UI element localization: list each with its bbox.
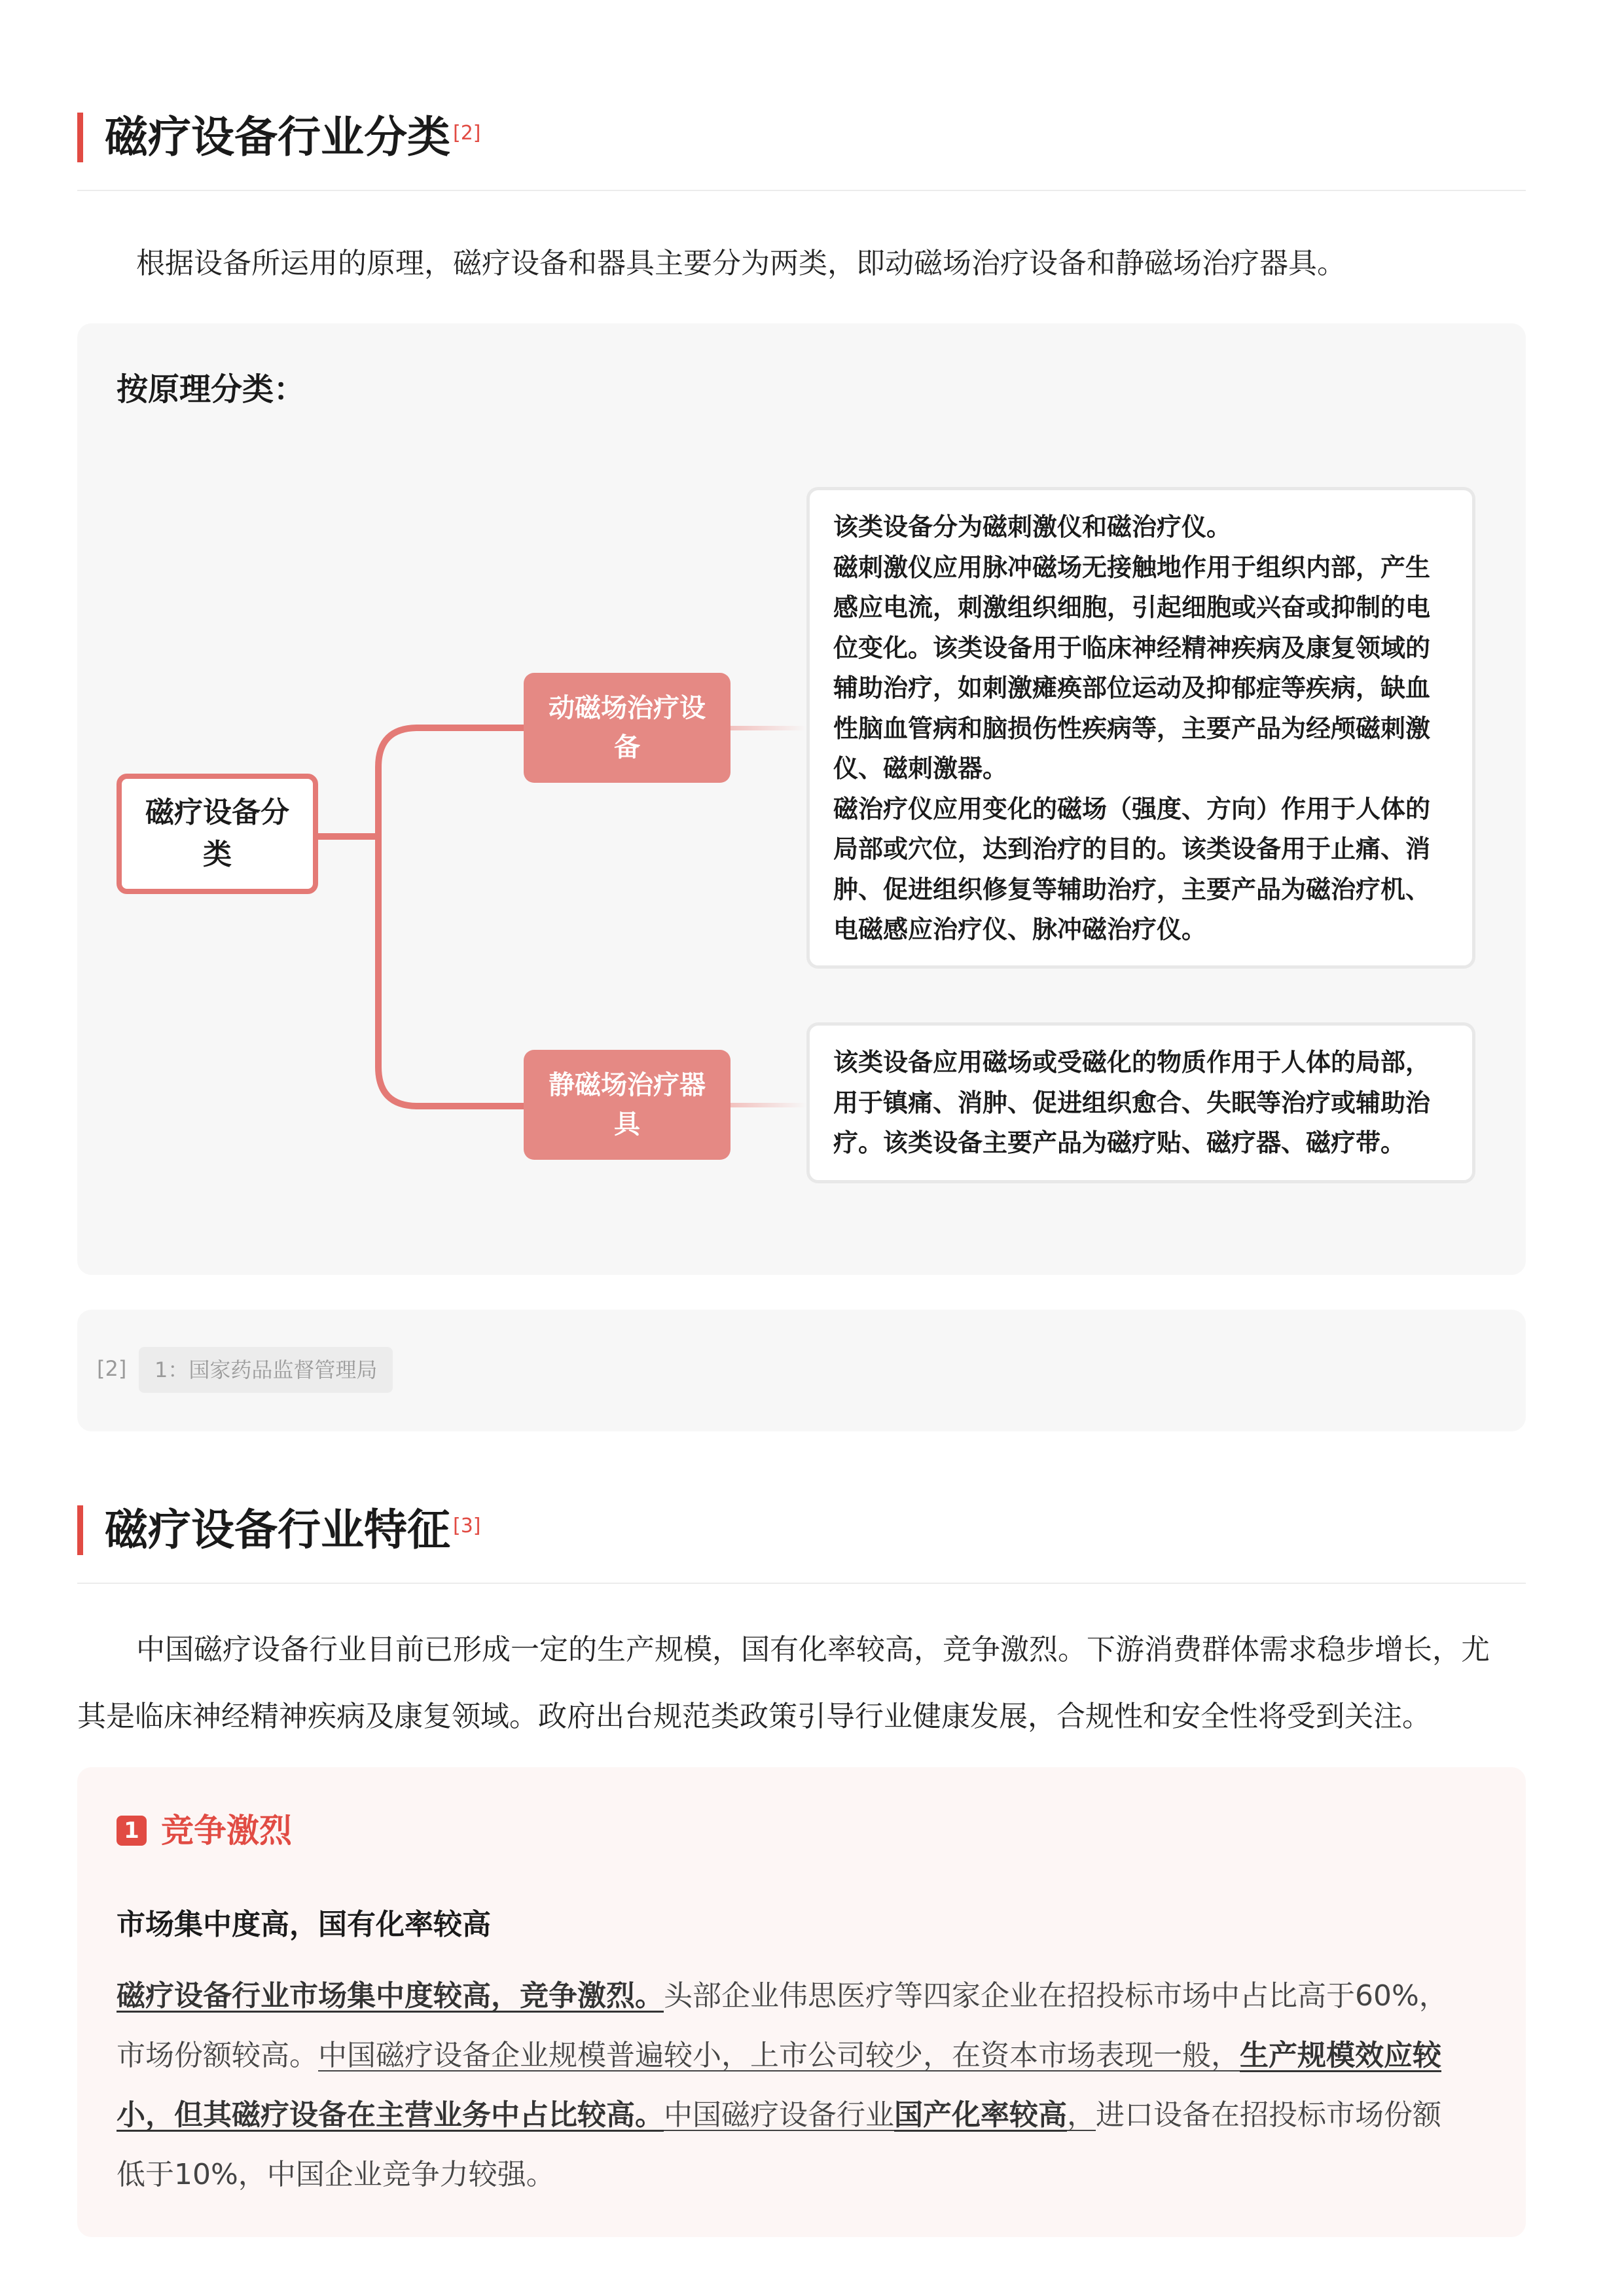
node-link-dynamic xyxy=(731,726,806,730)
node-link-static xyxy=(731,1103,806,1107)
description-line: 局部或穴位，达到治疗的目的。该类设备用于止痛、消 xyxy=(833,834,1431,863)
section-title xyxy=(105,1505,481,1555)
feature-body-line xyxy=(117,1966,1498,2026)
description-line: 肿、促进组织修复等辅助治疗，主要产品为磁治疗机、 xyxy=(833,874,1431,904)
feature-body-line: 低于10%，中国企业竞争力较强。 xyxy=(117,2158,555,2191)
feature-text: 市场份额较高。 xyxy=(117,2039,318,2072)
description-box-static xyxy=(806,1022,1475,1183)
description-box-dynamic xyxy=(806,487,1475,969)
section-ref-mark[interactable]: [2] xyxy=(453,122,481,145)
intro-paragraph-line: 中国磁疗设备行业目前已形成一定的生产规模，国有化率较高，竞争激烈。下游消费群体需求稳步增长，尤 xyxy=(136,1633,1490,1666)
feature-underlined: 中国磁疗设备行业 xyxy=(664,2098,894,2132)
feature-body-line xyxy=(117,2026,1498,2085)
section-divider xyxy=(77,1583,1526,1584)
description-line: 磁治疗仪应用变化的磁场（强度、方向）作用于人体的 xyxy=(833,794,1431,823)
description-line: 辅助治疗，如刺激瘫痪部位运动及抑郁症等疾病，缺血 xyxy=(833,673,1431,702)
mindmap-root-node: 磁疗设备分类 xyxy=(117,774,318,894)
section-title-text: 磁疗设备行业分类 xyxy=(105,112,450,162)
mindmap-node-dynamic: 动磁场治疗设备 xyxy=(524,673,731,783)
description-line: 电磁感应治疗仪、脉冲磁治疗仪。 xyxy=(833,915,1207,944)
feature-text: 头部企业伟思医疗等四家企业在招投标市场中占比高于60%， xyxy=(664,1979,1448,2013)
description-line: 该类设备应用磁场或受磁化的物质作用于人体的局部， xyxy=(833,1048,1431,1077)
feature-body-line xyxy=(117,2085,1498,2145)
description-line: 感应电流，刺激组织细胞，引起细胞或兴奋或抑制的电 xyxy=(833,593,1431,622)
intro-paragraph: 根据设备所运用的原理，磁疗设备和器具主要分为两类，即动磁场治疗设备和静磁场治疗器具。 xyxy=(136,247,1346,280)
panel-title: 按原理分类： xyxy=(117,371,306,408)
description-line: 疗。该类设备主要产品为磁疗贴、磁疗器、磁疗带。 xyxy=(833,1128,1406,1157)
feature-body xyxy=(117,1966,1498,2204)
description-line: 用于镇痛、消肿、促进组织愈合、失眠等治疗或辅助治 xyxy=(833,1088,1431,1117)
description-line: 该类设备分为磁刺激仪和磁治疗仪。 xyxy=(833,512,1232,541)
description-line: 磁刺激仪应用脉冲磁场无接触地作用于组织内部，产生 xyxy=(833,552,1431,582)
feature-number-badge: 1 xyxy=(117,1816,147,1846)
feature-highlight: 国产化率较高 xyxy=(894,2098,1067,2132)
description-line: 位变化。该类设备用于临床神经精神疾病及康复领域的 xyxy=(833,633,1431,662)
reference-number: [2] xyxy=(97,1356,127,1381)
feature-underlined: 中国磁疗设备企业规模普遍较小，上市公司较少，在资本市场表现一般， xyxy=(318,2039,1240,2072)
section-ref-mark[interactable]: [3] xyxy=(453,1515,481,1537)
feature-subtitle: 市场集中度高，国有化率较高 xyxy=(117,1908,491,1941)
section-accent-bar xyxy=(77,1505,83,1555)
feature-highlight: 磁疗设备行业市场集中度较高，竞争激烈。 xyxy=(117,1979,664,2013)
description-line: 仪、磁刺激器。 xyxy=(833,754,1008,783)
feature-text: 进口设备在招投标市场份额 xyxy=(1096,2098,1441,2132)
intro-paragraph-line: 其是临床神经精神疾病及康复领域。政府出台规范类政策引导行业健康发展，合规性和安全性将受到关注。 xyxy=(77,1700,1431,1733)
feature-highlight: 生产规模效应较 xyxy=(1240,2039,1441,2072)
feature-title: 竞争激烈 xyxy=(161,1812,292,1850)
description-line: 性脑血管病和脑损伤性疾病等，主要产品为经颅磁刺激 xyxy=(833,713,1431,743)
reference-source-chip[interactable]: 1：国家药品监督管理局 xyxy=(139,1347,393,1393)
feature-underlined: ， xyxy=(1067,2098,1096,2132)
connector-branch-upper xyxy=(378,728,524,1106)
section-title-text: 磁疗设备行业特征 xyxy=(105,1505,450,1555)
mindmap-node-static: 静磁场治疗器具 xyxy=(524,1050,731,1160)
feature-highlight: 小，但其磁疗设备在主营业务中占比较高。 xyxy=(117,2098,664,2132)
